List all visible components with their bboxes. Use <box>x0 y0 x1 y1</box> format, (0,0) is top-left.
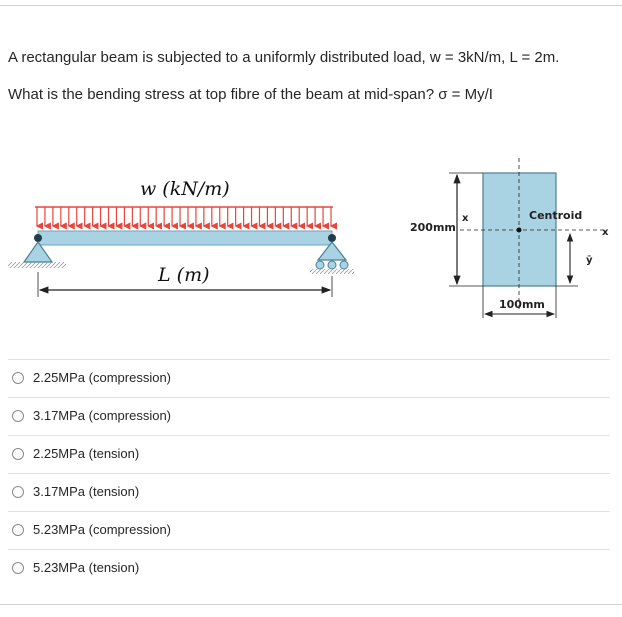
ybar-label: ȳ <box>586 255 593 266</box>
option-4[interactable] <box>8 473 610 511</box>
centroid-label: Centroid <box>529 209 583 222</box>
top-divider <box>0 5 622 6</box>
beam-left-end <box>34 234 42 242</box>
load-label: w (kN/m) <box>140 178 230 200</box>
axis-x-left-label: x <box>462 213 469 224</box>
roller-3 <box>340 261 348 269</box>
radio-icon[interactable] <box>12 372 24 384</box>
roller-1 <box>316 261 324 269</box>
beam <box>38 231 332 245</box>
beam-right-end <box>328 234 336 242</box>
option-2[interactable] <box>8 397 610 435</box>
option-label: 5.23MPa (compression) <box>33 522 171 537</box>
beam-figure <box>0 150 622 330</box>
option-1[interactable] <box>8 359 610 397</box>
option-label: 3.17MPa (tension) <box>33 484 140 499</box>
option-6[interactable] <box>8 549 610 587</box>
radio-icon[interactable] <box>12 524 24 536</box>
roller-2 <box>328 261 336 269</box>
centroid-point <box>517 228 522 233</box>
span-label: L (m) <box>158 264 210 286</box>
right-ground-hatch <box>310 269 354 274</box>
answer-options <box>0 359 622 587</box>
option-label: 3.17MPa (compression) <box>33 408 171 423</box>
udl-arrows <box>37 207 331 226</box>
radio-icon[interactable] <box>12 448 24 460</box>
option-label: 2.25MPa (compression) <box>33 370 171 385</box>
option-3[interactable] <box>8 435 610 473</box>
option-5[interactable] <box>8 511 610 549</box>
option-label: 2.25MPa (tension) <box>33 446 140 461</box>
axis-x-right-label: x <box>602 227 609 238</box>
option-label: 5.23MPa (tension) <box>33 560 140 575</box>
left-ground-hatch <box>8 262 66 268</box>
radio-icon[interactable] <box>12 562 24 574</box>
radio-icon[interactable] <box>12 486 24 498</box>
height-label: 200mm <box>410 221 456 234</box>
bottom-divider <box>0 604 622 605</box>
question-text-line-1: A rectangular beam is subjected to a uniformly distributed load, w = 3kN/m, L = 2m. <box>8 49 560 66</box>
radio-icon[interactable] <box>12 410 24 422</box>
question-text-line-2: What is the bending stress at top fibre of the beam at mid-span? σ = My/I <box>8 86 493 103</box>
width-label: 100mm <box>499 298 545 311</box>
